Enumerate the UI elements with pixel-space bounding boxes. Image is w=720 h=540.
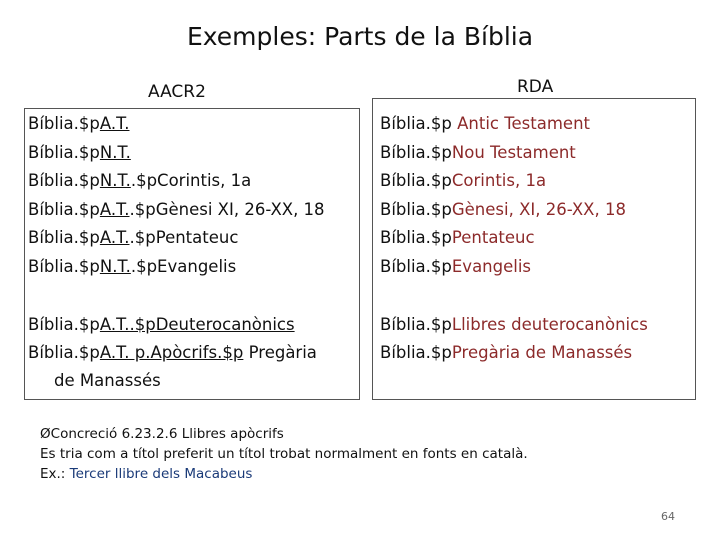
note-heading-line — [40, 424, 528, 444]
aacr2-lines-2 — [28, 311, 317, 395]
rda-line: Bíblia.$pPentateuc — [380, 228, 535, 248]
aacr2-line: Bíblia.$pA.T..$pPentateuc — [28, 228, 239, 248]
aacr2-line: de Manassés — [54, 371, 161, 390]
aacr2-line: Bíblia.$pN.T..$pCorintis, 1a — [28, 171, 252, 191]
rda-heading: RDA — [517, 77, 554, 97]
note-example — [40, 464, 528, 484]
rda-lines — [380, 110, 626, 282]
note-heading: Concreció 6.23.2.6 Llibres apòcrifs — [50, 426, 284, 442]
rda-line: Bíblia.$pPregària de Manassés — [380, 343, 633, 362]
aacr2-heading: AACR2 — [148, 82, 206, 102]
rda-line: Bíblia.$pGènesi, XI, 26-XX, 18 — [380, 199, 626, 219]
aacr2-line: Bíblia.$pA.T. — [28, 114, 130, 133]
rda-line: Bíblia.$pNou Testament — [380, 142, 576, 162]
rda-line: Bíblia.$p Antic Testament — [380, 114, 590, 133]
note — [40, 424, 528, 484]
example-label: Ex.: — [40, 466, 70, 482]
rda-line: Bíblia.$pLlibres deuterocanònics — [380, 315, 648, 334]
example-value: Tercer llibre dels Macabeus — [69, 466, 253, 482]
rda-line: Bíblia.$pCorintis, 1a — [380, 171, 547, 191]
slide-title: Exemples: Parts de la Bíblia — [186, 22, 534, 51]
aacr2-line: Bíblia.$pN.T..$pEvangelis — [28, 256, 237, 276]
rda-lines-2 — [380, 311, 648, 367]
bullet-icon: Ø — [40, 426, 51, 442]
note-body: Es tria com a títol preferit un títol trobat normalment en fonts en català. — [40, 446, 528, 462]
aacr2-line: Bíblia.$pA.T..$pGènesi XI, 26-XX, 18 — [28, 199, 325, 219]
aacr2-line: Bíblia.$pA.T. p.Apòcrifs.$p Pregària — [28, 343, 317, 362]
rda-line: Bíblia.$pEvangelis — [380, 256, 532, 276]
aacr2-lines — [28, 110, 325, 282]
page-number: 64 — [661, 510, 675, 523]
aacr2-line: Bíblia.$pA.T..$pDeuterocanònics — [28, 315, 295, 334]
aacr2-line: Bíblia.$pN.T. — [28, 142, 131, 162]
